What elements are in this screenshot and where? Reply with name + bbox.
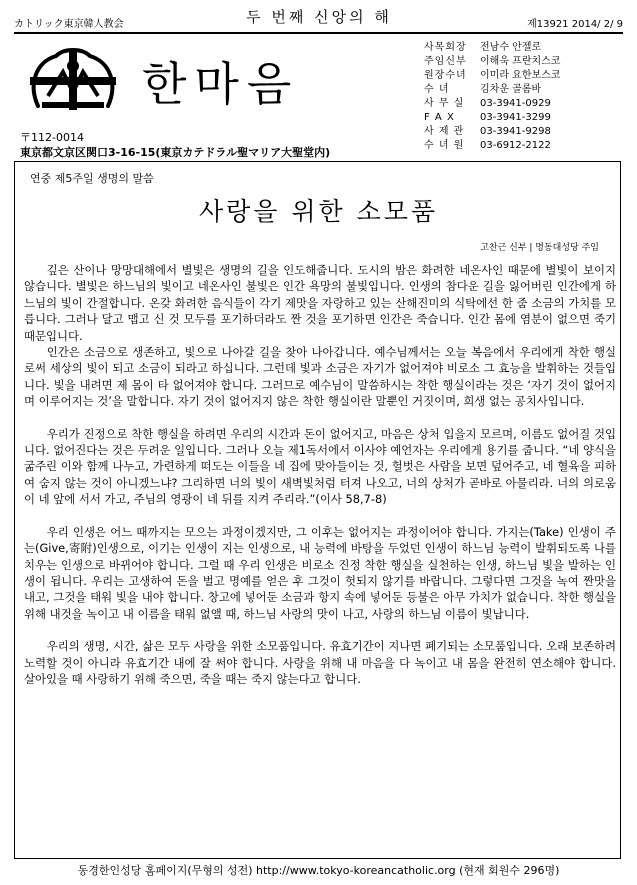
staff-row: [424, 139, 624, 153]
staff-directory: [424, 41, 624, 153]
article-author: 고찬근 신부 | 명동대성당 주임: [480, 243, 599, 253]
staff-name: 이해욱 프란치스코: [480, 56, 561, 67]
article-paragraph: 깊은 산이나 망망대해에서 별빛은 생명의 길을 인도해줍니다. 도시의 밤은 화려한 네온사인 때문에 별빛이 보이지 않습니다. 별빛은 하느님의 빛이고 네온사인 불빛은 인간 욕망의 불빛입니다. 인생의 참다운 길을 잃어버린 인간에게 하느님의 빛이 간절합니다. 온갖 화려한 음식들이 각기 제맛을 자랑하고 있는 산해진미의 식탁에선 한 줌 소금의 가치를 모릅니다. 그러나 달고 맵고 신 것 모두를 포기하더라도 짠 것을 포기하면 인간은 죽습니다. 인간 몸에 염분이 없으면 죽기 때문입니다.: [24, 263, 616, 343]
staff-phone: 03-3941-0929: [480, 98, 551, 109]
staff-name: 전남수 안젤로: [480, 42, 542, 53]
staff-row: [424, 83, 624, 97]
article-paragraph: 인간은 소금으로 생존하고, 빛으로 나아갈 길을 찾아 나아갑니다. 예수님께서는 오늘 복음에서 우리에게 착한 행실로써 세상의 빛이 되고 소금이 되라고 하십니다. 그런데 빛과 소금은 자기가 없어져야 비로소 그 효능을 발휘하는 것들입니다. 빛을 내려면 제 몸이 타 없어져야 합니다. 그러므로 예수님이 말씀하시는 착한 행실이라는 것은 ‘자기 것이 없어지며 이루어지는 것’을 말합니다. 자기 것이 없어지지 않은 착한 행실이란 말뿐인 거짓이며, 희생 없는 공치사입니다.: [24, 345, 616, 409]
staff-name: 이미라 요한보스코: [480, 70, 561, 81]
staff-row: [424, 69, 624, 83]
staff-role: 수 녀 원: [424, 140, 465, 151]
staff-phone: 03-3941-9298: [480, 126, 551, 137]
staff-role: 사목회장: [424, 42, 467, 53]
church-cross-logo-icon: [18, 44, 128, 116]
staff-role: 수 녀: [424, 84, 450, 95]
staff-role: 원장수녀: [424, 70, 467, 81]
article-paragraph: 우리가 진정으로 착한 행실을 하려면 우리의 시간과 돈이 없어지고, 마음은 상처 입을지 모르며, 이름도 없어질 것입니다. 없어진다는 것은 두려운 일입니다. 그러나 오늘 제1독서에서 이사야 예언자는 우리에게 용기를 줍니다. “네 양식을 굶주린 이와 함께 나누고, 가련하게 떠도는 이들을 네 집에 맞아들이는 것, 헐벗은 사람을 보면 덮어주고, 네 혈육을 피하여 숨지 않는 것이 아니겠느냐? 그리하면 너의 빛이 새벽빛처럼 터져 나오고, 너의 상처가 곧바로 아물리라. 너의 의로움이 네 앞에 서서 가고, 주님의 영광이 네 뒤를 지켜 주리라.”(이사 58,7-8): [24, 426, 616, 507]
article-paragraph: 우리 인생은 어느 때까지는 모으는 과정이겠지만, 그 이후는 없어지는 과정이어야 합니다. 가지는(Take) 인생이 주는(Give,寄附)인생으로, 이기는 인생이 지는 인생으로, 내 능력에 바탕을 두었던 인생이 하느님 능력이 발휘되도록 나를 치우는 인생으로 바뀌어야 합니다. 그럴 때 우리 인생은 비로소 진정 착한 행실을 실천하는 인생, 하느님 빛을 발하는 인생이 됩니다. 우리는 고생하여 돈을 벌고 명예를 얻은 후 그것이 헛되지 않기를 바랍니다. 그렇다면 그것을 녹여 짠맛을 내고, 그것을 태워 빛을 내야 합니다. 창고에 넣어둔 소금과 항지 속에 넣어둔 등불은 아무 가치가 없습니다. 착한 행실을 위해 내것을 녹이고 내 이름을 태워 없앨 때, 하느님 사랑의 맛이 나고, 사랑의 하느님 이름이 빛납니다.: [24, 524, 616, 621]
staff-row: [424, 111, 624, 125]
article-subtitle: 연중 제5주일 생명의 말씀: [30, 172, 154, 185]
staff-row: [424, 41, 624, 55]
staff-phone: 03-6912-2122: [480, 140, 551, 151]
article-paragraph: 우리의 생명, 시간, 삶은 모두 사랑을 위한 소모품입니다. 유효기간이 지나면 폐기되는 소모품입니다. 오래 보존하려 노력할 것이 아니라 유효기간 내에 잘 써야 합니다. 사랑을 위해 내 마음을 다 녹이고 내 몸을 완전히 연소해야 합니다. 살아있을 때 사랑하기 위해 죽으면, 죽을 때는 죽지 않는다고 합니다.: [24, 639, 616, 686]
year-theme: 두 번째 신앙의 해: [246, 8, 392, 26]
postal-code: 〒112-0014: [20, 131, 84, 144]
newsletter-title: 한마음: [142, 57, 300, 111]
staff-row: [424, 125, 624, 139]
church-address: [20, 130, 330, 160]
staff-phone: 03-3941-3299: [480, 112, 551, 123]
staff-role: 사 무 실: [424, 98, 465, 109]
article-body: [24, 262, 616, 687]
top-bar: [14, 6, 623, 34]
article-title: 사랑을 위한 소모품: [198, 197, 439, 226]
issue-info: 제13921 2014/ 2/ 9: [527, 19, 623, 30]
staff-row: [424, 55, 624, 69]
staff-role: 사 제 관: [424, 126, 465, 137]
address-line: 東京都文京区関口3-16-15(東京カテドラル聖マリア大聖堂内): [20, 146, 331, 159]
footer-homepage: 동경한인성당 홈페이지(무형의 성전) http://www.tokyo-koreancatholic.org (현재 회원수 296명): [77, 864, 560, 877]
staff-role: 주임신부: [424, 56, 467, 67]
staff-role: F A X: [424, 112, 455, 123]
staff-row: [424, 97, 624, 111]
org-name-small: カトリック東京韓人教会: [14, 19, 124, 30]
staff-name: 김차운 골롬바: [480, 84, 542, 95]
